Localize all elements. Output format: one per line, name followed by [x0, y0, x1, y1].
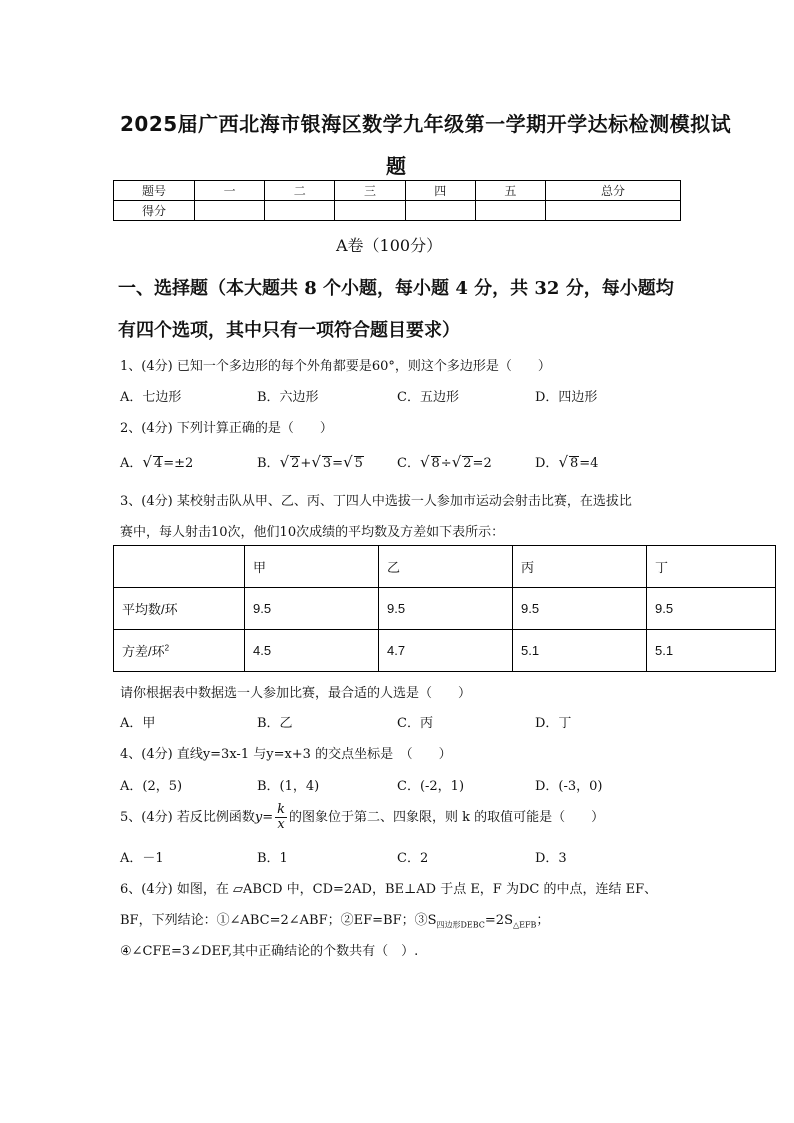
q2-c-divide: ÷: [440, 456, 452, 471]
score-cell[interactable]: [475, 201, 545, 221]
score-cell[interactable]: [335, 201, 405, 221]
table-header-cell: [114, 546, 245, 588]
table-row: [114, 588, 776, 630]
fraction-denominator: x: [277, 817, 285, 832]
shooting-stats-table: [113, 545, 776, 672]
score-table-score-row: [114, 201, 681, 221]
q4-option-a[interactable]: A．(2，5): [120, 779, 183, 794]
table-cell: 4.7: [379, 630, 513, 672]
score-header-cell: 题号: [114, 181, 195, 201]
radical-sign-icon: √: [279, 453, 290, 471]
q1-option-c[interactable]: C．五边形: [397, 390, 459, 405]
radical-sign-icon: √: [419, 453, 430, 471]
radical-sign-icon: √: [142, 453, 152, 471]
q3-option-b[interactable]: B．乙: [257, 716, 293, 731]
question-2-stem: 2、(4分) 下列计算正确的是（ ）: [120, 421, 333, 436]
q5-func-y: y: [254, 810, 263, 825]
question-3-followup: 请你根据表中数据选一人参加比赛，最合适的人选是（ ）: [120, 686, 472, 701]
q2-option-a-label: A．: [120, 456, 143, 471]
q5-stem-before: 5、(4分) 若反比例函数: [120, 810, 255, 825]
q6-line2-c: ；: [536, 913, 550, 928]
row-label-sup: 2: [164, 643, 170, 653]
table-cell: 9.5: [647, 588, 776, 630]
q2-option-d[interactable]: [535, 452, 598, 471]
section-heading-continued: 有四个选项，其中只有一项符合题目要求）: [118, 320, 460, 341]
q1-option-b[interactable]: B．六边形: [257, 390, 319, 405]
table-cell: 9.5: [245, 588, 379, 630]
question-3-stem-continued: 赛中，每人射击10次，他们10次成绩的平均数及方差如下表所示：: [120, 525, 505, 540]
q5-func-eq: =: [262, 810, 274, 825]
score-header-cell: 三: [335, 181, 405, 201]
q4-option-c[interactable]: C．(-2，1): [397, 779, 465, 794]
q2-b-plus: +: [300, 456, 312, 471]
q2-option-b[interactable]: [257, 452, 364, 471]
q4-option-d[interactable]: D．(-3，0): [535, 779, 603, 794]
table-cell: 4.5: [245, 630, 379, 672]
score-table: [113, 180, 681, 221]
question-6-stem-end: ④∠CFE=3∠DEF,其中正确结论的个数共有（ ）.: [120, 944, 419, 959]
q3-option-c[interactable]: C．丙: [397, 716, 433, 731]
radical-sign-icon: √: [343, 453, 353, 471]
table-header-cell: 丁: [647, 546, 776, 588]
q5-option-a[interactable]: A．－1: [120, 851, 164, 866]
question-5-stem: [120, 803, 604, 832]
q5-option-d[interactable]: D．3: [535, 851, 567, 866]
q4-option-b[interactable]: B．(1，4): [257, 779, 320, 794]
q2-c-radicand-1: 8: [431, 456, 440, 471]
table-cell: 9.5: [379, 588, 513, 630]
radical-sign-icon: √: [311, 453, 321, 471]
q5-fraction: [275, 803, 287, 832]
q2-b-equals: =: [332, 456, 344, 471]
q2-option-c-label: C．: [397, 456, 420, 471]
row-label-text: 方差/环: [122, 644, 165, 659]
q2-b-radicand-2: 3: [322, 456, 332, 471]
question-1-stem: 1、(4分) 已知一个多边形的每个外角都要是60°，则这个多边形是（ ）: [120, 359, 551, 374]
score-header-cell: 四: [405, 181, 475, 201]
table-cell: 5.1: [647, 630, 776, 672]
q6-line2-b: =2S: [484, 913, 513, 928]
page-title-continued: 题: [386, 154, 407, 178]
table-header-row: [114, 546, 776, 588]
q2-d-radicand: 8: [570, 456, 579, 471]
section-heading: 一、选择题（本大题共 8 个小题，每小题 4 分，共 32 分，每小题均: [118, 278, 674, 299]
question-4-stem: 4、(4分) 直线y=3x-1 与y=x+3 的交点坐标是 （ ）: [120, 747, 452, 762]
score-header-cell: 总分: [546, 181, 681, 201]
score-table-header-row: [114, 181, 681, 201]
q2-option-d-label: D．: [535, 456, 559, 471]
q2-option-c[interactable]: [397, 452, 492, 471]
row-label: [114, 630, 245, 672]
q6-sub-triangle: △EFB: [512, 920, 537, 930]
row-label: 平均数/环: [114, 588, 245, 630]
table-header-cell: 乙: [379, 546, 513, 588]
q2-option-a[interactable]: [120, 452, 193, 471]
q2-a-radicand: 4: [153, 456, 163, 471]
table-header-cell: 甲: [245, 546, 379, 588]
radical-sign-icon: √: [451, 453, 462, 471]
q5-option-b[interactable]: B．1: [257, 851, 288, 866]
table-cell: 5.1: [513, 630, 647, 672]
question-6-stem-continued: [120, 909, 549, 931]
score-header-cell: 二: [265, 181, 335, 201]
q1-option-d[interactable]: D．四边形: [535, 390, 598, 405]
q2-b-radicand-1: 2: [291, 456, 300, 471]
question-6-stem: 6、(4分) 如图，在 ▱ABCD 中，CD=2AD，BE⊥AD 于点 E，F 为DC 的中点，连结 EF、: [120, 882, 658, 897]
q1-option-a[interactable]: A．七边形: [120, 390, 182, 405]
q2-b-radicand-3: 5: [354, 456, 363, 471]
q6-sub-quadrilateral: 四边形DEBC: [436, 920, 485, 930]
q2-d-rest: =4: [579, 456, 599, 471]
q6-line2-a: BF，下列结论：①∠ABC=2∠ABF；②EF=BF；③S: [120, 913, 437, 928]
q2-c-radicand-2: 2: [463, 456, 472, 471]
score-cell[interactable]: [546, 201, 681, 221]
question-3-stem: 3、(4分) 某校射击队从甲、乙、丙、丁四人中选拔一人参加市运动会射击比赛，在选拔比: [120, 494, 632, 509]
q3-option-d[interactable]: D．丁: [535, 716, 572, 731]
score-header-cell: 一: [195, 181, 265, 201]
score-cell[interactable]: [405, 201, 475, 221]
radical-sign-icon: √: [558, 453, 568, 471]
fraction-numerator: k: [277, 802, 285, 817]
q5-stem-after: 的图象位于第二、四象限，则 k 的取值可能是（ ）: [288, 810, 605, 825]
page-title: 2025届广西北海市银海区数学九年级第一学期开学达标检测模拟试: [120, 112, 732, 136]
q2-option-b-label: B．: [257, 456, 280, 471]
score-cell[interactable]: [265, 201, 335, 221]
table-row: [114, 630, 776, 672]
volume-label: A卷（100分）: [336, 236, 443, 255]
table-header-cell: 丙: [513, 546, 647, 588]
table-cell: 9.5: [513, 588, 647, 630]
q2-a-rest: =±2: [163, 456, 194, 471]
q5-option-c[interactable]: C．2: [397, 851, 429, 866]
score-row-label: 得分: [114, 201, 195, 221]
q2-c-rest: =2: [472, 456, 492, 471]
q3-option-a[interactable]: A．甲: [120, 716, 156, 731]
score-cell[interactable]: [195, 201, 265, 221]
score-header-cell: 五: [475, 181, 545, 201]
